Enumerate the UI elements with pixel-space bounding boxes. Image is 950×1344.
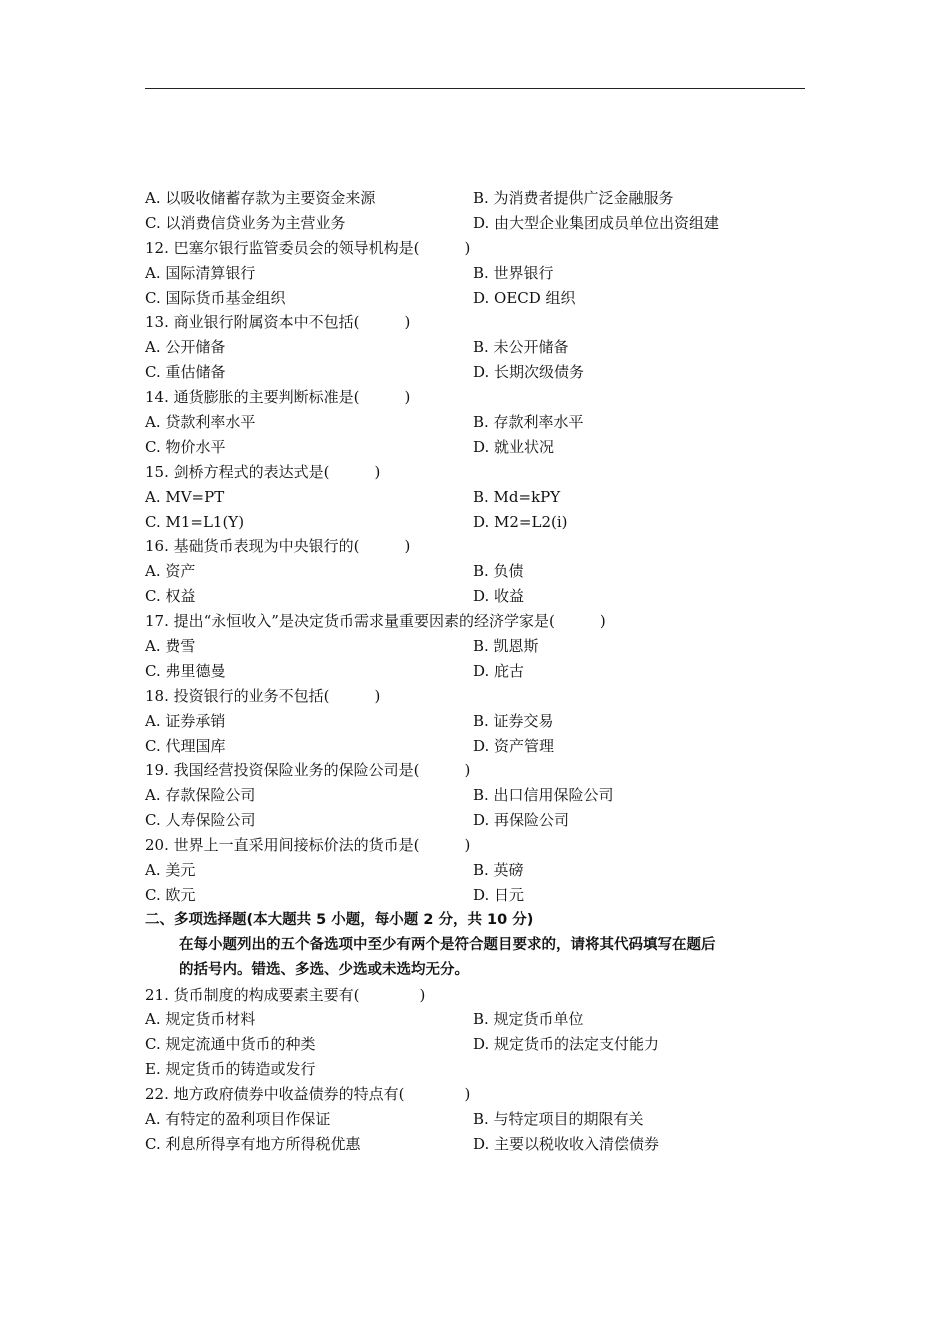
question-stem [145,310,810,335]
question-text: E. 规定货币的铸造或发行 [145,1060,316,1079]
option-left: A. 费雪 [145,637,196,656]
option-right: B. 凯恩斯 [473,637,539,656]
option-left: C. 利息所得享有地方所得税优惠 [145,1134,361,1153]
option-right: D. 再保险公司 [473,811,570,830]
option-row [145,410,810,435]
option-row [145,261,810,286]
instruction-line-2: 的括号内。错选、多选、少选或未选均无分。 [179,961,469,978]
option-left: C. M1=L1(Y) [145,512,245,531]
option-row [145,858,810,883]
question-text: 17. 提出“永恒收入”是决定货币需求量重要因素的经济学家是( ) [145,612,606,631]
question-text: 20. 世界上一直采用间接标价法的货币是( ) [145,836,471,855]
option-row [145,659,810,684]
question-text: 21. 货币制度的构成要素主要有( ) [145,985,426,1004]
option-row [145,1032,810,1057]
option-row [145,360,810,385]
option-left: C. 权益 [145,587,196,606]
question-stem [145,1057,810,1082]
option-row [145,1007,810,1032]
question-text: 12. 巴塞尔银行监管委员会的领导机构是( ) [145,238,471,257]
option-right: D. 资产管理 [473,736,555,755]
option-row [145,510,810,535]
option-row [145,211,810,236]
question-text: 18. 投资银行的业务不包括( ) [145,686,381,705]
option-right: D. 收益 [473,587,525,606]
question-stem [145,1082,810,1107]
question-text: 15. 剑桥方程式的表达式是( ) [145,462,381,481]
option-right: B. 英磅 [473,861,524,880]
option-left: A. 美元 [145,861,196,880]
option-left: A. 公开储备 [145,338,226,357]
question-text: 13. 商业银行附属资本中不包括( ) [145,313,411,332]
question-text: 19. 我国经营投资保险业务的保险公司是( ) [145,761,471,780]
option-row [145,186,810,211]
question-stem [145,534,810,559]
question-text: 22. 地方政府债券中收益债券的特点有( ) [145,1085,471,1104]
option-right: B. 为消费者提供广泛金融服务 [473,189,674,207]
option-left: C. 物价水平 [145,437,226,456]
option-left: C. 规定流通中货币的种类 [145,1035,316,1054]
question-text: 14. 通货膨胀的主要判断标准是( ) [145,388,411,407]
option-left: C. 人寿保险公司 [145,811,256,830]
option-row [145,634,810,659]
question-stem [145,460,810,485]
option-right: D. 规定货币的法定支付能力 [473,1035,660,1054]
option-left: A. 证券承销 [145,711,226,730]
option-left: A. 贷款利率水平 [145,413,256,432]
option-right: D. OECD 组织 [473,288,576,307]
option-row [145,584,810,609]
question-text: 16. 基础货币表现为中央银行的( ) [145,537,411,556]
option-left: C. 代理国库 [145,736,226,755]
option-right: B. Md=kPY [473,487,561,506]
question-stem [145,609,810,634]
option-left: A. 存款保险公司 [145,786,256,805]
option-row [145,485,810,510]
option-left: A. 以吸收储蓄存款为主要资金来源 [145,189,376,207]
question-stem [145,236,810,261]
option-right: B. 证券交易 [473,711,554,730]
exam-content [145,186,810,1157]
option-right: B. 世界银行 [473,263,554,282]
option-right: D. 长期次级债务 [473,363,585,382]
option-row [145,559,810,584]
option-row [145,335,810,360]
option-left: C. 重估储备 [145,363,226,382]
option-left: A. 规定货币材料 [145,1010,256,1029]
option-row [145,734,810,759]
option-right: B. 与特定项目的期限有关 [473,1109,644,1128]
question-stem [145,385,810,410]
question-stem [145,684,810,709]
option-left: A. 国际清算银行 [145,263,256,282]
option-right: B. 存款利率水平 [473,413,584,432]
option-right: B. 出口信用保险公司 [473,786,614,805]
option-left: C. 国际货币基金组织 [145,288,286,307]
single-choice-continuation [145,186,810,908]
option-row [145,709,810,734]
option-right: B. 负债 [473,562,524,581]
option-left: A. 资产 [145,562,196,581]
option-row [145,1107,810,1132]
header-rule [145,88,805,89]
option-right: B. 未公开储备 [473,338,569,357]
option-right: B. 规定货币单位 [473,1010,584,1029]
option-row [145,1132,810,1157]
option-left: C. 以消费信贷业务为主营业务 [145,213,346,232]
multiple-choice-questions [145,983,810,1157]
option-right: D. 由大型企业集团成员单位出资组建 [473,213,720,232]
option-left: C. 欧元 [145,885,196,904]
option-row [145,435,810,460]
option-left: C. 弗里德曼 [145,661,226,680]
option-row [145,808,810,833]
option-row [145,783,810,808]
option-row [145,883,810,908]
question-stem [145,758,810,783]
option-right: D. 就业状况 [473,437,555,456]
question-stem [145,983,810,1008]
option-row [145,286,810,311]
option-right: D. 庇古 [473,661,525,680]
option-right: D. 日元 [473,885,525,904]
option-left: A. 有特定的盈利项目作保证 [145,1109,331,1128]
option-right: D. M2=L2(i) [473,512,568,531]
instruction-line-1: 在每小题列出的五个备选项中至少有两个是符合题目要求的，请将其代码填写在题后 [179,936,716,953]
option-left: A. MV=PT [145,487,225,506]
section-instruction [145,933,810,983]
option-right: D. 主要以税收收入清偿债券 [473,1134,660,1153]
section-title: 二、多项选择题(本大题共 5 小题，每小题 2 分，共 10 分) [145,911,534,928]
question-stem [145,833,810,858]
